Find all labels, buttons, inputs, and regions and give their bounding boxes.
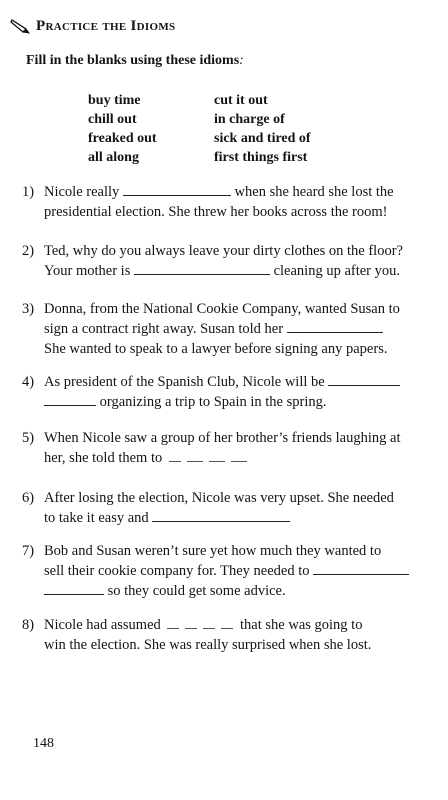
section-title: Practice the Idioms xyxy=(36,17,176,34)
exercise-number: 7) xyxy=(22,543,35,559)
exercise-number: 4) xyxy=(22,374,35,390)
exercise-number: 8) xyxy=(22,617,35,633)
instruction-text: Fill in the blanks using these idioms: xyxy=(26,53,244,68)
idiom-item: in charge of xyxy=(214,112,285,127)
answer-blank[interactable] xyxy=(328,373,400,386)
answer-blank[interactable] xyxy=(44,393,96,406)
exercise-text: After losing the election, Nicole was very upset. She needed to take it easy and xyxy=(44,490,394,526)
answer-blank[interactable] xyxy=(164,617,236,633)
answer-blank[interactable] xyxy=(152,509,290,522)
exercise-text: Nicole really when she heard she lost the presidential election. She threw her books across the room! xyxy=(44,184,394,220)
pencil-icon xyxy=(10,17,30,35)
exercise-text: When Nicole saw a group of her brother’s friends laughing at her, she told them to xyxy=(44,430,401,466)
idiom-list xyxy=(88,92,344,167)
answer-blank[interactable] xyxy=(134,262,270,275)
idiom-item: chill out xyxy=(88,112,137,127)
idiom-item: first things first xyxy=(214,150,308,165)
exercise-text: As president of the Spanish Club, Nicole will be organizing a trip to Spain in the spring. xyxy=(44,372,436,412)
exercise-text: Bob and Susan weren’t sure yet how much they wanted to sell their cookie company for. They needed to so they could get some advice. xyxy=(44,541,436,601)
exercise-number: 5) xyxy=(22,430,35,446)
exercise-text: Nicole had assumed that she was going to win the election. She was really surprised when she lost. xyxy=(44,617,372,653)
idiom-item: all along xyxy=(88,150,139,165)
exercise-text: Donna, from the National Cookie Company, wanted Susan to sign a contract right away. Susan told her She wanted to speak to a lawyer before signing any papers. xyxy=(44,301,400,357)
page-number: 148 xyxy=(33,736,54,751)
idiom-item: freaked out xyxy=(88,131,157,146)
answer-blank[interactable] xyxy=(166,450,250,466)
idiom-item: cut it out xyxy=(214,93,268,108)
exercise-number: 3) xyxy=(22,301,35,317)
idiom-item: buy time xyxy=(88,93,141,108)
exercise-number: 6) xyxy=(22,490,35,506)
answer-blank[interactable] xyxy=(287,320,383,333)
idiom-item: sick and tired of xyxy=(214,131,311,146)
exercise-number: 1) xyxy=(22,184,35,200)
answer-blank[interactable] xyxy=(313,562,409,575)
exercise-number: 2) xyxy=(22,243,35,259)
section-header xyxy=(10,14,175,38)
exercise-text: Ted, why do you always leave your dirty clothes on the floor? Your mother is cleaning up after you. xyxy=(44,243,403,279)
answer-blank[interactable] xyxy=(123,183,231,196)
answer-blank[interactable] xyxy=(44,582,104,595)
